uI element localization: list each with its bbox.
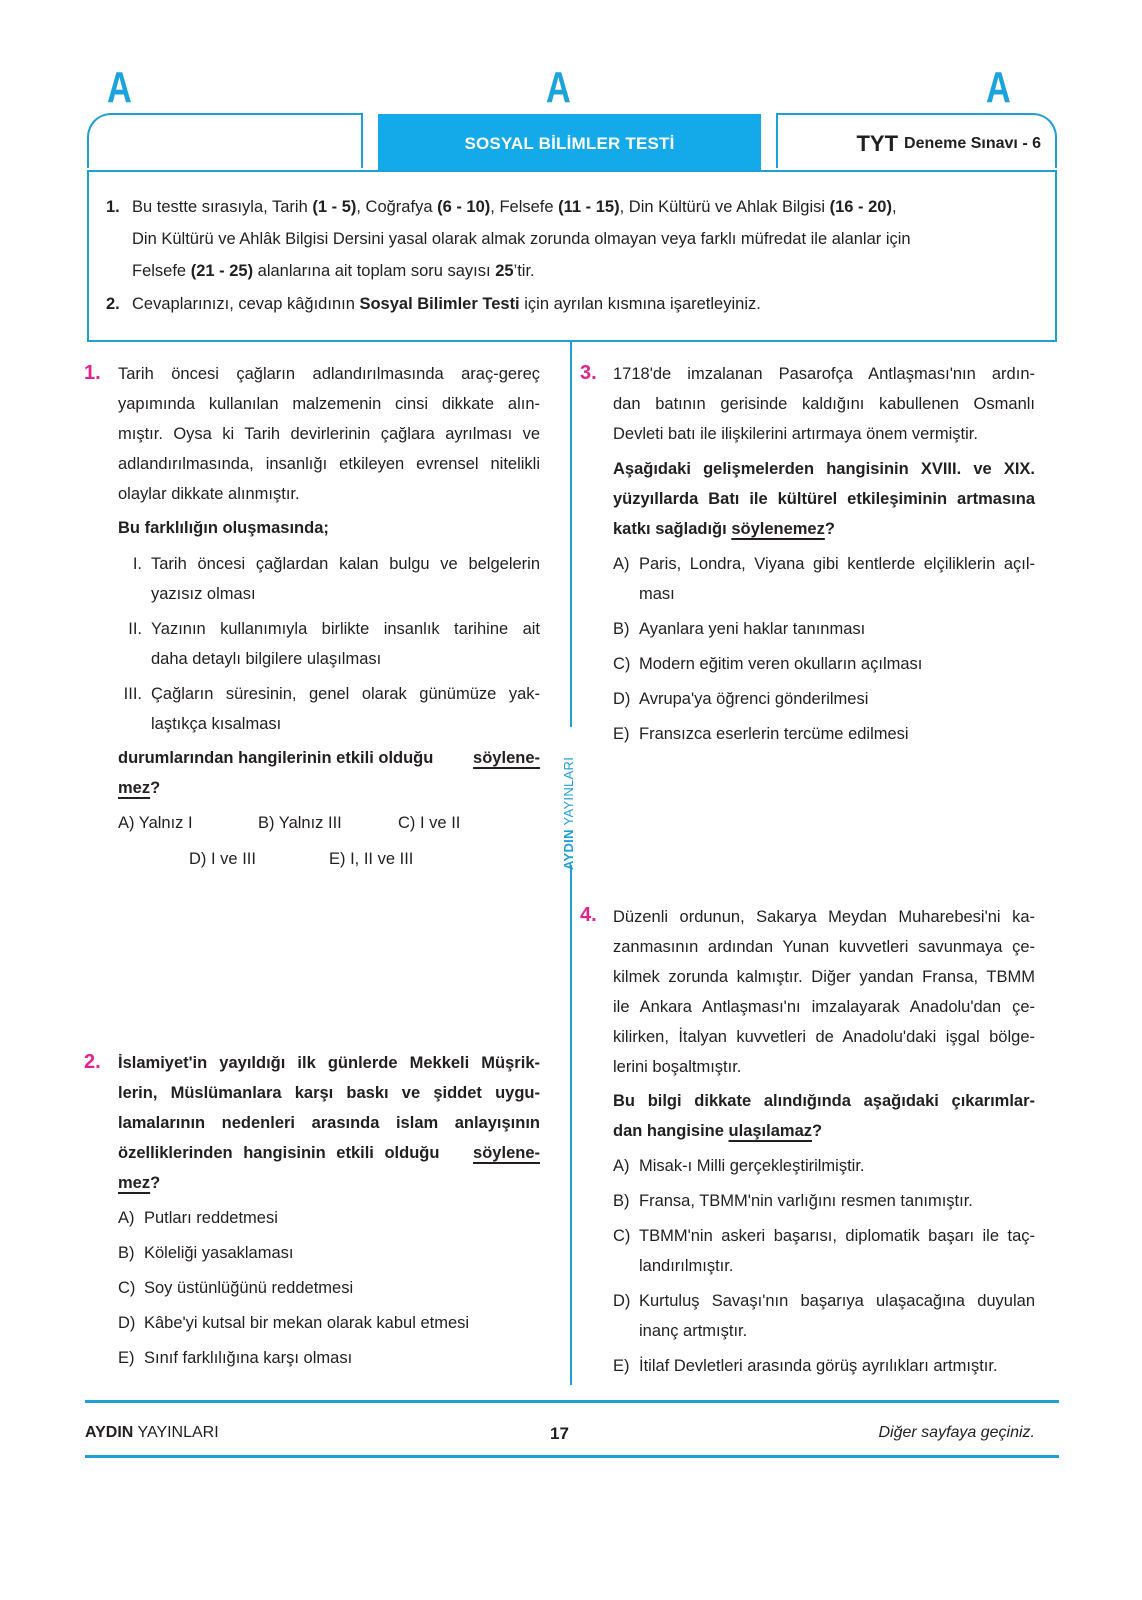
footer-top-rule [85,1400,1059,1403]
option-c-line-1[interactable]: TBMM'nin askeri başarısı, diplomatik başarı ile taç- [639,1227,1035,1245]
stem-line: özelliklerinden hangisinin etkili olduğu söylene- [118,1144,540,1162]
option-a[interactable]: A) Putları reddetmesi [118,1209,278,1227]
option-b[interactable]: B) Köleliği yasaklaması [118,1244,294,1262]
side-brand-vertical: AYDIN YAYINLARI [561,756,576,870]
option-a[interactable]: A) Misak-ı Milli gerçekleştirilmiştir. [613,1157,865,1175]
stem-line: yapımında kullanılan malzemenin cinsi dikkate alın- [118,395,540,413]
booklet-letter-left: A [107,63,132,112]
option-d-line-1[interactable]: Kurtuluş Savaşı'nın başarıya ulaşacağına duyulan [639,1292,1035,1310]
option-c[interactable]: C) Soy üstünlüğünü reddetmesi [118,1279,354,1297]
statement-2-line-1: Yazının kullanımıyla birlikte insanlık tarihine ait [151,620,540,638]
option-d[interactable]: D) I ve III [189,850,256,868]
page-number: 17 [550,1424,569,1443]
option-a-line-1[interactable]: Paris, Londra, Viyana gibi kentlerde elçiliklerin açıl- [639,555,1035,573]
column-divider-top [570,342,572,727]
question-prompt-line: yüzyıllarda Batı ile kültürel etkileşiminin artmasına [613,490,1035,508]
statement-1-line-2: yazısız olması [151,585,256,603]
stem-line: kilmek zorunda kalmıştır. Diğer yandan Fransa, TBMM [613,968,1035,986]
stem-lead: Bu farklılığın oluşmasında; [118,519,329,537]
question-prompt-line-2: mez? [118,779,161,797]
exam-title [776,113,1057,168]
option-e[interactable]: E) Fransızca eserlerin tercüme edilmesi [613,725,909,743]
option-c[interactable]: C) Modern eğitim veren okulların açılması [613,655,923,673]
booklet-letter-center: A [546,63,571,112]
option-b[interactable]: B) Ayanlara yeni haklar tanınması [613,620,866,638]
footer-bottom-rule [85,1455,1059,1458]
question-number: 2. [84,1051,101,1073]
question-number: 1. [84,362,101,384]
question-prompt-end: katkı sağladığı söylenemez? [613,520,835,538]
option-e[interactable]: E) Sınıf farklılığına karşı olması [118,1349,353,1367]
option-a[interactable]: A) [613,555,630,573]
stem-line: 1718'de imzalanan Pasarofça Antlaşması'nın ardın- [613,365,1035,383]
option-c-line-2[interactable]: landırılmıştır. [639,1257,734,1275]
stem-line: adlandırılmasında, insanlığı etkileyen evrensel nitelikli [118,455,540,473]
exam-name: Deneme Sınavı - 6 [904,134,1041,152]
next-page-note: Diğer sayfaya geçiniz. [878,1424,1035,1441]
option-d[interactable]: D) Avrupa'ya öğrenci gönderilmesi [613,690,869,708]
stem-line: mıştır. Oysa ki Tarih devirlerinin çağlara ayrılması ve [118,425,540,443]
booklet-letter-right: A [986,63,1011,112]
question-prompt-line: Bu bilgi dikkate alındığında aşağıdaki çıkarımlar- [613,1092,1035,1110]
question-number: 4. [580,904,597,926]
question-prompt-end: dan hangisine ulaşılamaz? [613,1122,823,1140]
statement-3: III. [123,685,142,703]
instructions-box [87,170,1057,342]
stem-line: Devleti batı ile ilişkilerini artırmaya önem vermiştir. [613,425,978,443]
stem-line: dan batının gerisinde kaldığını kabullenen Osmanlı [613,395,1035,413]
exam-tag: TYT [856,130,899,156]
instruction-1-line-3: Felsefe (21 - 25) alanlarına ait toplam soru sayısı 25’tir. [132,262,535,280]
stem-line: lerin, Müslümanlara karşı baskı ve şiddet uygu- [118,1084,540,1102]
stem-line: İslamiyet'in yayıldığı ilk günlerde Mekkeli Müşrik- [118,1054,540,1072]
stem-line: ile Ankara Antlaşması'nı imzalayarak Anadolu'dan çe- [613,998,1035,1016]
statement-2-line-2: daha detaylı bilgilere ulaşılması [151,650,382,668]
option-d-line-2[interactable]: inanç artmıştır. [639,1322,748,1340]
statement-3-line-2: laştıkça kısalması [151,715,282,733]
option-c[interactable]: C) [613,1227,631,1245]
stem-line: lerini boşaltmıştır. [613,1058,742,1076]
instruction-2: 2. Cevaplarınızı, cevap kâğıdının Sosyal Bilimler Testi için ayrılan kısmına işaretleyiniz. [106,295,761,313]
option-e[interactable]: E) İtilaf Devletleri arasında görüş ayrılıkları artmıştır. [613,1357,998,1375]
stem-line: Tarih öncesi çağların adlandırılmasında araç-gereç [118,365,540,383]
question-prompt-line-1: durumlarından hangilerinin etkili olduğu söylene- [118,749,540,767]
option-a[interactable]: A) Yalnız I [118,814,193,832]
question-prompt-end: mez? [118,1174,161,1192]
footer-publisher: AYDIN YAYINLARI [85,1424,219,1441]
option-e[interactable]: E) I, II ve III [329,850,414,868]
question-prompt-line: Aşağıdaki gelişmelerden hangisinin XVIII. ve XIX. [613,460,1035,478]
test-title: SOSYAL BİLİMLER TESTİ [378,114,761,170]
option-d[interactable]: D) [613,1292,631,1310]
stem-line: kilirken, İtalyan kuvvetleri de Anadolu'daki işgal bölge- [613,1028,1035,1046]
stem-line: lamalarının nedenleri arasında islam anlayışının [118,1114,540,1132]
option-a-line-2[interactable]: ması [639,585,675,603]
question-number: 3. [580,362,597,384]
statement-3-line-1: Çağların süresinin, genel olarak günümüze yak- [151,685,540,703]
instruction-1-line-2: Din Kültürü ve Ahlâk Bilgisi Dersini yasal olarak almak zorunda olmayan veya farklı müfredat ile alanlar için [132,230,911,248]
option-b[interactable]: B) Yalnız III [258,814,342,832]
stem-line: Düzenli ordunun, Sakarya Meydan Muharebesi'ni ka- [613,908,1035,926]
option-d[interactable]: D) Kâbe'yi kutsal bir mekan olarak kabul etmesi [118,1314,470,1332]
stem-line: olaylar dikkate alınmıştır. [118,485,300,503]
statement-1: I. [132,555,142,573]
stem-line: zanmasının ardından Yunan kuvvetleri savunmaya çe- [613,938,1035,956]
statement-1-line-1: Tarih öncesi çağlardan kalan bulgu ve belgelerin [151,555,540,573]
column-divider-bottom [570,865,572,1385]
option-b[interactable]: B) Fransa, TBMM'nin varlığını resmen tanımıştır. [613,1192,973,1210]
option-c[interactable]: C) I ve II [398,814,461,832]
instruction-1-line-1: 1. Bu testte sırasıyla, Tarih (1 - 5), Coğrafya (6 - 10), Felsefe (11 - 15), Din Kültürü ve Ahlak Bilgisi (16 - 20), [106,198,897,216]
statement-2: II. [128,620,142,638]
header-blank-tab [87,113,363,168]
